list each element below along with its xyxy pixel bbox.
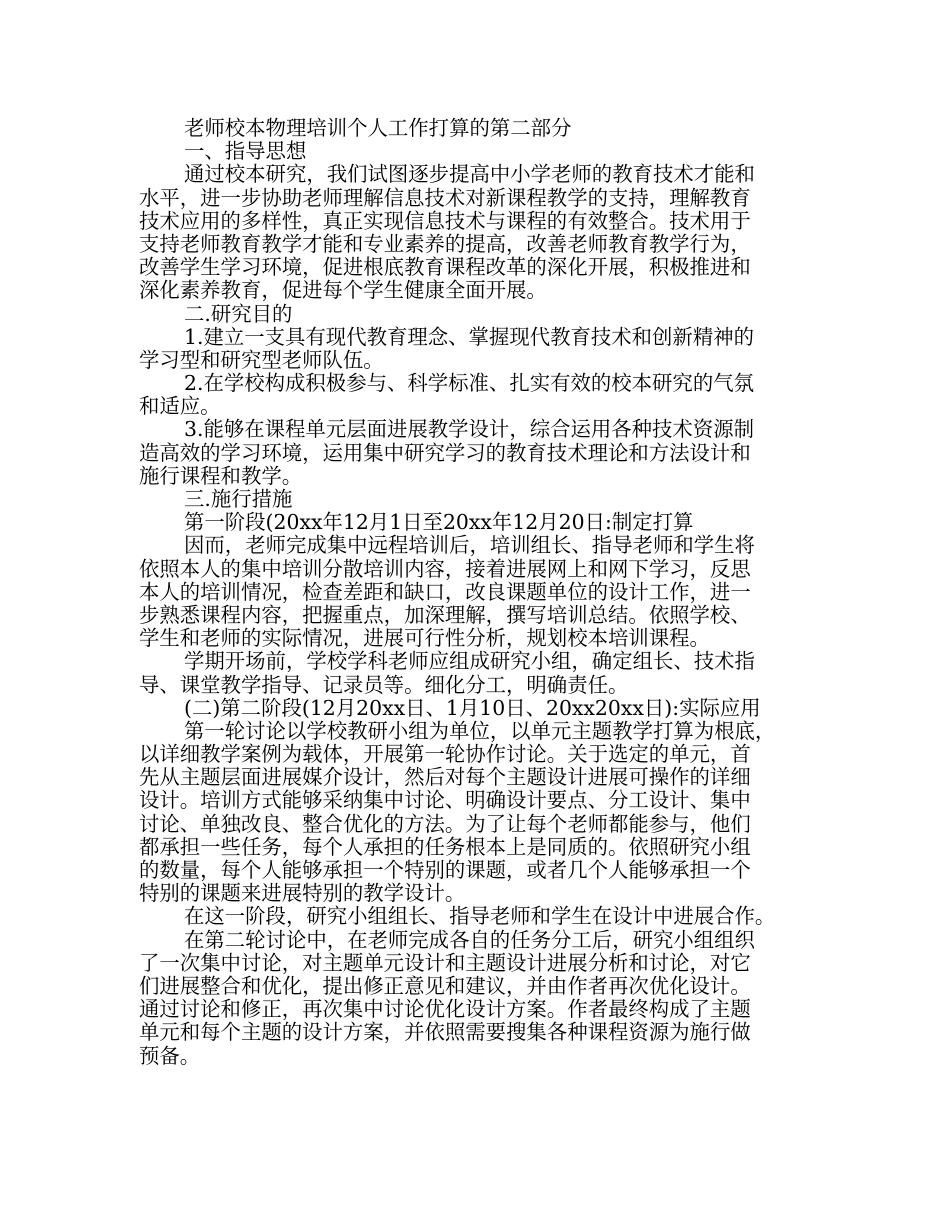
- text-line: 改善学生学习环境，促进根底教育课程改革的深化开展，积极推进和: [139, 255, 751, 280]
- text-line: 技术应用的多样性，真正实现信息技术与课程的有效整合。技术用于: [139, 208, 751, 233]
- text-line: 特别的课题来进展特别的教学设计。: [139, 881, 466, 906]
- text-line: 先从主题层面进展媒介设计，然后对每个主题设计进展可操作的详细: [139, 765, 751, 790]
- text-line: 三.施行措施: [184, 487, 293, 511]
- text-line: 了一次集中讨论，对主题单元设计和主题设计进展分析和讨论，对它: [139, 950, 751, 975]
- text-line: 们进展整合和优化，提出修正意见和建议，并由作者再次优化设计。: [139, 973, 751, 998]
- text-line: 本人的培训情况，检查差距和缺口，改良课题单位的设计工作，进一: [139, 579, 751, 604]
- text-line: 第一轮讨论以学校教研小组为单位，以单元主题教学打算为根底，: [184, 718, 776, 743]
- text-line: 以详细教学案例为载体，开展第一轮协作讨论。关于选定的单元，首: [139, 742, 751, 767]
- text-line: 通过校本研究，我们试图逐步提高中小学老师的教育技术才能和: [184, 162, 755, 187]
- text-line: 在第二轮讨论中，在老师完成各自的任务分工后，研究小组组织: [184, 927, 755, 952]
- text-line: 预备。: [139, 1043, 201, 1068]
- text-line: 在这一阶段，研究小组组长、指导老师和学生在设计中进展合作。: [184, 904, 776, 929]
- text-line: 第一阶段(20xx年12月1日至20xx年12月20日:制定打算: [184, 510, 694, 535]
- text-line: 1.建立一支具有现代教育理念、掌握现代教育技术和创新精神的: [184, 324, 754, 349]
- text-line: 水平，进一步协助老师理解信息技术对新课程教学的支持，理解教育: [139, 185, 751, 210]
- text-line: 二.研究目的: [184, 301, 293, 326]
- text-line: 导、课堂教学指导、记录员等。细化分工，明确责任。: [139, 672, 629, 697]
- text-line: 支持老师教育教学才能和专业素养的提高，改善老师教育教学行为，: [139, 231, 751, 256]
- text-line: 一、指导思想: [184, 139, 307, 164]
- text-line: 学生和老师的实际情况，进展可行性分析，规划校本培训课程。: [139, 626, 710, 651]
- text-line: 因而，老师完成集中远程培训后，培训组长、指导老师和学生将: [184, 533, 755, 558]
- text-line: 3.能够在课程单元层面进展教学设计，综合运用各种技术资源制: [184, 417, 754, 442]
- document-body: [139, 117, 819, 1068]
- text-line: 单元和每个主题的设计方案，并依照需要搜集各种课程资源为施行做: [139, 1020, 751, 1045]
- text-line: 老师校本物理培训个人工作打算的第二部分: [184, 116, 572, 140]
- text-line: 学期开场前，学校学科老师应组成研究小组，确定组长、技术指: [184, 649, 755, 674]
- text-line: 设计。培训方式能够采纳集中讨论、明确设计要点、分工设计、集中: [139, 788, 751, 813]
- text-line: 都承担一些任务，每个人承担的任务根本上是同质的。依照研究小组: [139, 834, 751, 859]
- text-line: 和适应。: [139, 394, 221, 419]
- text-line: 讨论、单独改良、整合优化的方法。为了让每个老师都能参与，他们: [139, 811, 751, 836]
- text-line: 学习型和研究型老师队伍。: [139, 347, 384, 372]
- text-line: 造高效的学习环境，运用集中研究学习的教育技术理论和方法设计和: [139, 440, 751, 465]
- text-line: (二)第二阶段(12月20xx日、1月10日、20xx20xx日):实际应用: [184, 695, 761, 720]
- text-line: 施行课程和教学。: [139, 463, 303, 488]
- text-line: 依照本人的集中培训分散培训内容，接着进展网上和网下学习，反思: [139, 556, 751, 581]
- text-line: 的数量，每个人能够承担一个特别的课题，或者几个人能够承担一个: [139, 858, 751, 882]
- text-line: 深化素养教育，促进每个学生健康全面开展。: [139, 278, 547, 303]
- text-line: 步熟悉课程内容，把握重点，加深理解，撰写培训总结。依照学校、: [139, 602, 751, 627]
- text-line: 2.在学校构成积极参与、科学标准、扎实有效的校本研究的气氛: [184, 371, 754, 396]
- text-line: 通过讨论和修正，再次集中讨论优化设计方案。作者最终构成了主题: [139, 997, 751, 1022]
